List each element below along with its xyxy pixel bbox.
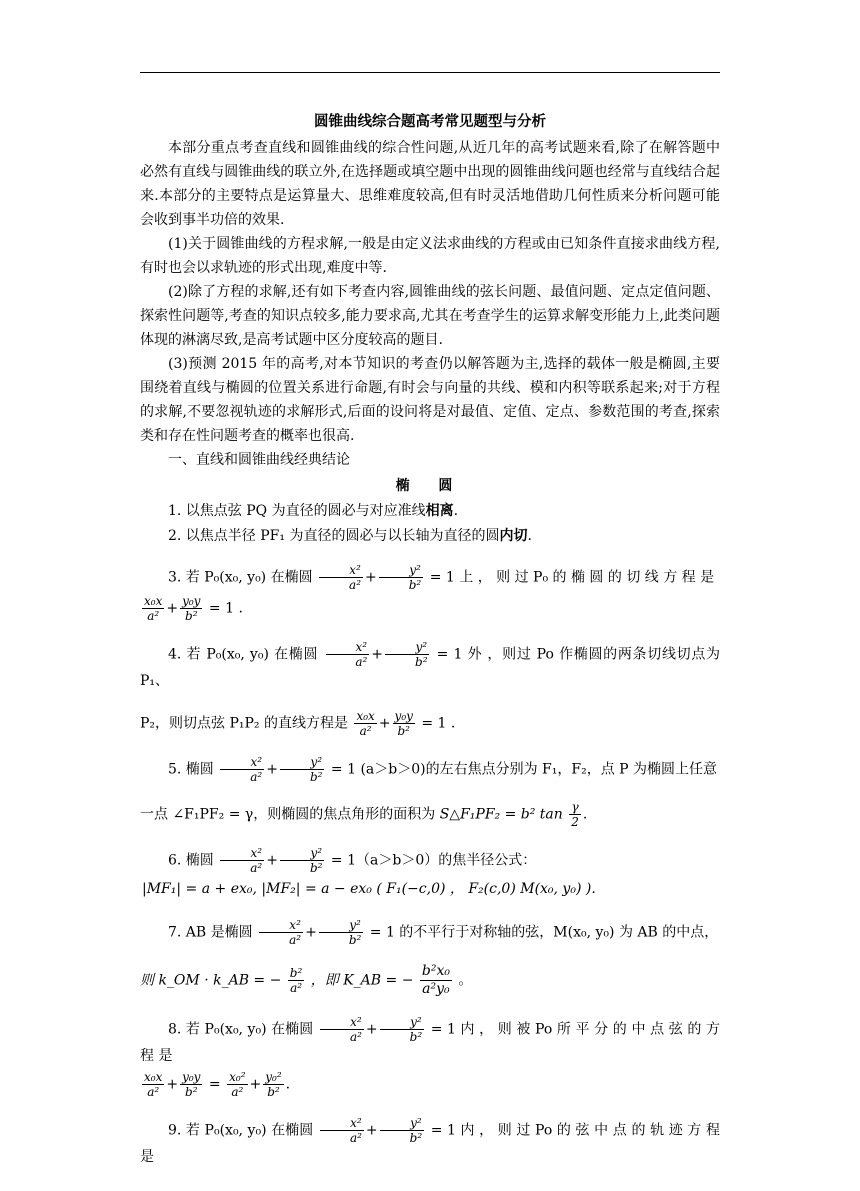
conclusion-8-lead: 8. 若 P₀(x₀, y₀) 在椭圆 [168, 1021, 314, 1038]
conclusion-6-formula: |MF₁| = a + ex₀, |MF₂| = a − ex₀ ( F₁(−c,0) ， F₂(c,0) M(x₀, y₀) ). [142, 881, 596, 897]
conclusion-1-text: 1. 以焦点弦 PQ 为直径的圆必与对应准线 [168, 503, 426, 519]
conclusion-7-slope-product: 则 k_OM · k_AB = − [140, 972, 282, 989]
conclusion-5-area-formula: S△F₁PF₂ = b² tan [439, 806, 563, 823]
conclusion-6: 6. 椭圆 $\frac{\text{x²}}{\text{a²}}$ + $\frac{\text{y²}}{\text{b²}}$ = 1（a＞b＞0）的焦半径公式： [168, 846, 537, 875]
conclusion-4-lead: 4. 若 P₀(x₀, y₀) 在椭圆 [168, 646, 319, 663]
conclusion-2-emph: 内切 [499, 528, 528, 544]
conclusion-4: 4. 若 P₀(x₀, y₀) 在椭圆 $\frac{\text{x²}}{\text{a²}}$ + $\frac{\text{y²}}{\text{b²}}$ = 1 外 ，则过 Po 作椭圆的两条切线切点为 P₁、 [140, 640, 721, 689]
conclusion-9-lead: 9. 若 P₀(x₀, y₀) 在椭圆 [168, 1122, 314, 1139]
intro-point-1: (1)关于圆锥曲线的方程求解,一般是由定义法求曲线的方程或由已知条件直接求曲线方程,有时也会以求轨迹的形式出现,难度中等. [140, 236, 720, 276]
conclusion-6-tail: = 1（a＞b＞0）的焦半径公式： [330, 852, 537, 869]
conclusion-4-formula: P₂，则切点弦 P₁P₂ 的直线方程是 $\frac{\text{x₀x}}{\text{a²}}$ + $\frac{\text{y₀y}}{\text{b²}}$ = 1 . [140, 709, 456, 738]
conclusion-3-lead: 3. 若 P₀(x₀, y₀) 在椭圆 [168, 569, 313, 586]
conclusion-7-lead: 7. AB 是椭圆 [168, 924, 253, 941]
conclusion-7: 7. AB 是椭圆 $\frac{\text{x²}}{\text{a²}}$ + $\frac{\text{y²}}{\text{b²}}$ = 1 的不平行于对称轴的弦，M(x₀, y₀) 为 AB 的中点， [168, 918, 719, 947]
intro-point-2: (2)除了方程的求解,还有如下考查内容,圆锥曲线的弦长问题、最值问题、定点定值问题、探索性问题等,考查的知识点较多,能力要求高,尤其在考查学生的运算求解变形能力上,此类问题体现的淋漓尽致,是高考试题中区分度较高的题目. [140, 284, 720, 348]
conclusion-5-formula: 一点 ∠F₁PF₂ = γ，则椭圆的焦点角形的面积为 S△F₁PF₂ = b² tan $\frac{\gamma}{2}$ . [140, 800, 588, 829]
conclusion-5-tail: = 1 (a＞b＞0)的左右焦点分别为 F₁，F₂，点 P 为椭圆上任意 [330, 761, 718, 778]
conclusion-8: 8. 若 P₀(x₀, y₀) 在椭圆 $\frac{\text{x²}}{\text{a²}}$ + $\frac{\text{y²}}{\text{b²}}$ = 1 内 ， 则 被 Po 所 平 分 的 中 点 弦 的 方 程 是 [140, 1015, 721, 1064]
conclusion-5-area-text: 一点 ∠F₁PF₂ = γ，则椭圆的焦点角形的面积为 [140, 806, 436, 823]
conclusion-3: 3. 若 P₀(x₀, y₀) 在椭圆 $\frac{\text{x²}}{\text{a²}}$ + $\frac{\text{y²}}{\text{b²}}$ = 1 上 ， 则 过 P₀ 的 椭 圆 的 切 线 方 程 是 [168, 563, 715, 592]
header-rule [140, 72, 720, 73]
section-heading: 一、直线和圆锥曲线经典结论 [168, 452, 350, 468]
conclusion-1: 1. 以焦点弦 PQ 为直径的圆必与对应准线相离. [168, 503, 459, 519]
conclusion-7-end: 。 [458, 972, 473, 989]
conclusion-5-lead: 5. 椭圆 [168, 761, 214, 778]
intro-point-3: (3)预测 2015 年的高考,对本节知识的考查仍以解答题为主,选择的载体一般是椭圆,主要围绕着直线与椭圆的位置关系进行命题,有时会与向量的共线、模和内积等联系起来;对于方程的求解,不要忽视轨迹的求解形式,后面的设问将是对最值、定值、定点、参数范围的考查,探索类和存在性问题考查的概率也很高. [140, 356, 720, 444]
conclusion-8-tail: = 1 内 ， 则 被 Po 所 平 分 的 中 点 弦 的 方 程 是 [140, 1021, 721, 1064]
conclusion-9: 9. 若 P₀(x₀, y₀) 在椭圆 $\frac{\text{x²}}{\text{a²}}$ + $\frac{\text{y²}}{\text{b²}}$ = 1 内 ， 则 过 Po 的 弦 中 点 的 轨 迹 方 程 是 [140, 1116, 721, 1165]
conclusion-6-lead: 6. 椭圆 [168, 852, 214, 869]
document-body [140, 110, 720, 1169]
conclusion-7-formula: 则 k_OM · k_AB = − $\frac{\text{b²}}{\text{a²}}$ ，即 K_AB = − $\frac{\text{b²x₀}}{\text{a²y₀}}$ 。 [140, 963, 473, 997]
conclusion-1-emph: 相离 [425, 503, 454, 519]
conclusion-2: 2. 以焦点半径 PF₁ 为直径的圆必与以长轴为直径的圆内切. [168, 528, 532, 544]
conclusion-7-tail: = 1 的不平行于对称轴的弦，M(x₀, y₀) 为 AB 的中点， [369, 924, 719, 941]
conclusion-3-tail: = 1 上 ， 则 过 P₀ 的 椭 圆 的 切 线 方 程 是 [429, 569, 715, 586]
conclusion-3-formula: $\frac{\text{x₀x}}{\text{a²}}$ + $\frac{\text{y₀y}}{\text{b²}}$ = 1 . [144, 594, 243, 623]
conclusion-5: 5. 椭圆 $\frac{\text{x²}}{\text{a²}}$ + $\frac{\text{y²}}{\text{b²}}$ = 1 (a＞b＞0)的左右焦点分别为 F₁，F₂，点 P 为椭圆上任意 [168, 755, 718, 784]
conclusion-2-text: 2. 以焦点半径 PF₁ 为直径的圆必与以长轴为直径的圆 [168, 528, 500, 544]
page-title: 圆锥曲线综合题高考常见题型与分析 [314, 113, 546, 130]
conclusion-8-formula: $\frac{\text{x₀x}}{\text{a²}}$ + $\frac{\text{y₀y}}{\text{b²}}$ = $\frac{\text{x₀²}}{\text{a²}}$ + $\frac{\text{y₀²}}{\text{b²}}$ . [144, 1070, 291, 1099]
conclusion-4-tail: = 1 外 ，则过 Po 作椭圆的两条切线切点为 P₁、 [140, 646, 721, 689]
conclusion-9-tail: = 1 内 ， 则 过 Po 的 弦 中 点 的 轨 迹 方 程 是 [140, 1122, 721, 1165]
conclusion-4-chord-text: P₂，则切点弦 P₁P₂ 的直线方程是 [140, 715, 348, 732]
intro-paragraph: 本部分重点考查直线和圆锥曲线的综合性问题,从近几年的高考试题来看,除了在解答题中必然有直线与圆锥曲线的联立外,在选择题或填空题中出现的圆锥曲线问题也经常与直线结合起来.本部分的主要特点是运算量大、思维难度较高,但有时灵活地借助几何性质来分析问题可能会收到事半功倍的效果. [140, 140, 720, 228]
subsection-heading: 椭 圆 [395, 478, 465, 494]
conclusion-7-slope: ，即 K_AB = − [310, 972, 414, 989]
